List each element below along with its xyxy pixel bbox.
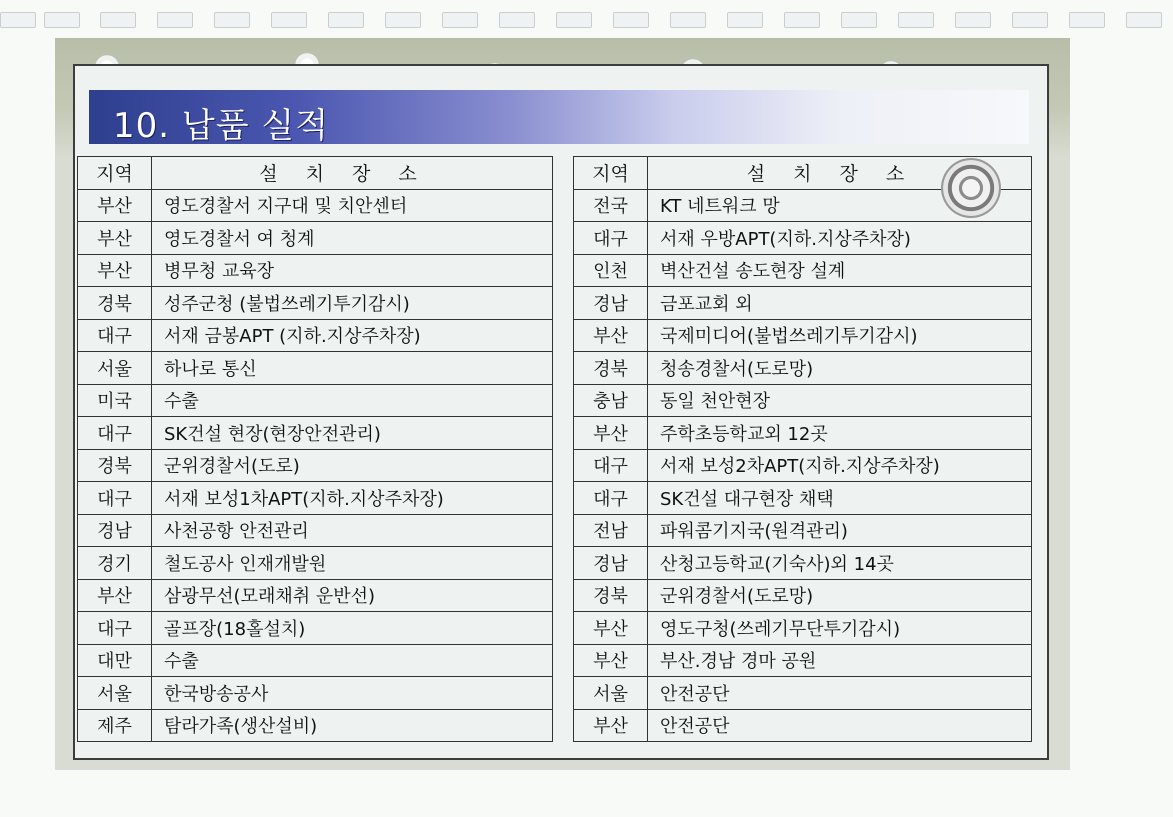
location-cell: KT 네트워크 망 <box>648 189 1032 222</box>
location-cell: 청송경찰서(도로망) <box>648 352 1032 385</box>
location-cell: SK건설 대구현장 채택 <box>648 482 1032 515</box>
location-cell: 영도경찰서 지구대 및 치안센터 <box>152 189 553 222</box>
region-cell: 경북 <box>78 449 152 482</box>
region-cell: 인천 <box>574 254 648 287</box>
table-row <box>78 189 553 222</box>
region-cell: 서울 <box>78 352 152 385</box>
region-cell: 경북 <box>574 579 648 612</box>
region-cell: 부산 <box>574 709 648 742</box>
table-row <box>574 449 1032 482</box>
table-row <box>574 254 1032 287</box>
delivery-table-left <box>77 156 553 742</box>
table-row <box>574 677 1032 710</box>
table-row <box>78 612 553 645</box>
table-row <box>574 222 1032 255</box>
location-cell: 영도경찰서 여 청계 <box>152 222 553 255</box>
table-row <box>574 547 1032 580</box>
region-cell: 경북 <box>574 352 648 385</box>
location-cell: 한국방송공사 <box>152 677 553 710</box>
table-row <box>574 709 1032 742</box>
location-cell: 병무청 교육장 <box>152 254 553 287</box>
region-cell: 제주 <box>78 709 152 742</box>
table-row <box>574 579 1032 612</box>
decorative-emblem-icon <box>943 160 999 216</box>
location-cell: 벽산건설 송도현장 설계 <box>648 254 1032 287</box>
location-cell: 서재 우방APT(지하.지상주차장) <box>648 222 1032 255</box>
region-cell: 경기 <box>78 547 152 580</box>
table-row <box>574 384 1032 417</box>
table-row <box>574 644 1032 677</box>
location-cell: 주학초등학교외 12곳 <box>648 417 1032 450</box>
header-location: 설치장소 <box>152 157 553 190</box>
location-cell: 수출 <box>152 384 553 417</box>
location-cell: 철도공사 인재개발원 <box>152 547 553 580</box>
region-cell: 대구 <box>78 482 152 515</box>
region-cell: 부산 <box>78 222 152 255</box>
location-cell: 동일 천안현장 <box>648 384 1032 417</box>
table-row <box>78 579 553 612</box>
table-row <box>574 287 1032 320</box>
region-cell: 충남 <box>574 384 648 417</box>
region-cell: 부산 <box>78 579 152 612</box>
table-row <box>574 514 1032 547</box>
location-cell: 안전공단 <box>648 677 1032 710</box>
region-cell: 경남 <box>574 287 648 320</box>
region-cell: 부산 <box>574 319 648 352</box>
table-row <box>574 612 1032 645</box>
region-cell: 대구 <box>574 482 648 515</box>
region-cell: 부산 <box>574 612 648 645</box>
region-cell: 경남 <box>78 514 152 547</box>
location-cell: 군위경찰서(도로) <box>152 449 553 482</box>
location-cell: 하나로 통신 <box>152 352 553 385</box>
top-border-strip <box>0 12 1173 30</box>
region-cell: 대구 <box>574 449 648 482</box>
header-location: 설치장소 <box>648 157 1032 190</box>
table-row <box>78 547 553 580</box>
location-cell: 금포교회 외 <box>648 287 1032 320</box>
location-cell: 삼광무선(모래채취 운반선) <box>152 579 553 612</box>
table-row <box>574 319 1032 352</box>
table-row <box>78 514 553 547</box>
header-region: 지역 <box>78 157 152 190</box>
location-cell: 군위경찰서(도로망) <box>648 579 1032 612</box>
region-cell: 대구 <box>78 417 152 450</box>
region-cell: 대구 <box>78 319 152 352</box>
delivery-table-right <box>573 156 1032 742</box>
header-region: 지역 <box>574 157 648 190</box>
region-cell: 경남 <box>574 547 648 580</box>
location-cell: 서재 보성1차APT(지하.지상주차장) <box>152 482 553 515</box>
region-cell: 부산 <box>574 644 648 677</box>
table-row <box>78 417 553 450</box>
location-cell: 안전공단 <box>648 709 1032 742</box>
location-cell: SK건설 현장(현장안전관리) <box>152 417 553 450</box>
table-header-row <box>78 157 553 190</box>
region-cell: 전국 <box>574 189 648 222</box>
region-cell: 대구 <box>574 222 648 255</box>
table-row <box>78 709 553 742</box>
region-cell: 서울 <box>574 677 648 710</box>
table-row <box>574 482 1032 515</box>
table-row <box>574 417 1032 450</box>
page-title: 10. 납품 실적 <box>113 106 330 146</box>
table-row <box>78 254 553 287</box>
table-row <box>78 449 553 482</box>
location-cell: 서재 금봉APT (지하.지상주차장) <box>152 319 553 352</box>
location-cell: 서재 보성2차APT(지하.지상주차장) <box>648 449 1032 482</box>
region-cell: 경북 <box>78 287 152 320</box>
location-cell: 국제미디어(불법쓰레기투기감시) <box>648 319 1032 352</box>
location-cell: 수출 <box>152 644 553 677</box>
table-row <box>78 222 553 255</box>
region-cell: 미국 <box>78 384 152 417</box>
region-cell: 부산 <box>78 189 152 222</box>
location-cell: 파워콤기지국(원격관리) <box>648 514 1032 547</box>
location-cell: 탐라가족(생산설비) <box>152 709 553 742</box>
region-cell: 전남 <box>574 514 648 547</box>
region-cell: 부산 <box>78 254 152 287</box>
location-cell: 사천공항 안전관리 <box>152 514 553 547</box>
table-row <box>78 384 553 417</box>
location-cell: 산청고등학교(기숙사)외 14곳 <box>648 547 1032 580</box>
location-cell: 골프장(18홀설치) <box>152 612 553 645</box>
region-cell: 부산 <box>574 417 648 450</box>
location-cell: 부산.경남 경마 공원 <box>648 644 1032 677</box>
table-row <box>78 319 553 352</box>
table-row <box>78 287 553 320</box>
table-row <box>78 644 553 677</box>
table-row <box>78 677 553 710</box>
region-cell: 대구 <box>78 612 152 645</box>
region-cell: 대만 <box>78 644 152 677</box>
location-cell: 영도구청(쓰레기무단투기감시) <box>648 612 1032 645</box>
region-cell: 서울 <box>78 677 152 710</box>
table-row <box>574 352 1032 385</box>
location-cell: 성주군청 (불법쓰레기투기감시) <box>152 287 553 320</box>
table-row <box>78 482 553 515</box>
table-row <box>78 352 553 385</box>
